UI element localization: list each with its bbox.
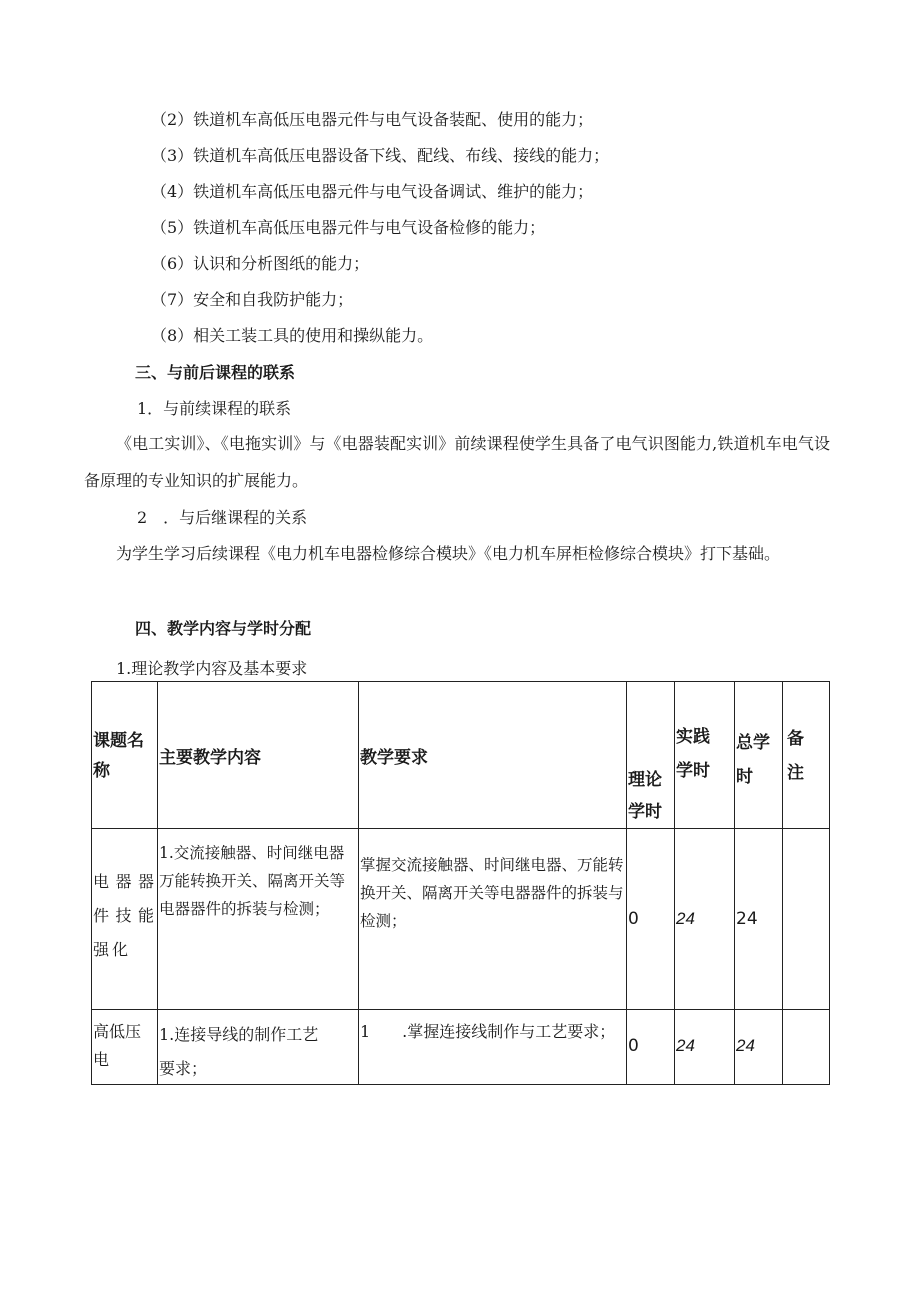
row-requirement: 1 .掌握连接线制作与工艺要求； (360, 1022, 616, 1041)
row-practice: 24 (676, 1036, 695, 1055)
table-row (92, 829, 830, 1010)
paragraph: 为学生学习后续课程《电力机车电器检修综合模块》《电力机车屏柜检修综合模块》打下基础。 (116, 544, 781, 563)
curriculum-table (91, 681, 830, 1085)
section-heading: 三、与前后课程的联系 (135, 363, 296, 382)
header-theory: 理论学时 (628, 770, 662, 822)
header-content: 主要教学内容 (159, 748, 261, 768)
header-requirement: 教学要求 (360, 748, 428, 768)
header-total: 总学时 (736, 733, 770, 787)
ability-item: （2）铁道机车高低压电器元件与电气设备装配、使用的能力； (151, 110, 594, 129)
row-theory: 0 (628, 1036, 639, 1056)
ability-item: （8）相关工装工具的使用和操纵能力。 (151, 326, 434, 345)
ability-item: （3）铁道机车高低压电器设备下线、配线、布线、接线的能力； (151, 146, 610, 165)
subsection-heading: 1.理论教学内容及基本要求 (116, 659, 308, 678)
row-topic: 电器器件技能强化 (93, 872, 157, 959)
section-heading: 四、教学内容与学时分配 (135, 619, 312, 638)
row-topic: 高低压电 (93, 1022, 142, 1069)
table-row (92, 1010, 830, 1085)
row-content: 1.连接导线的制作工艺要求； (159, 1025, 319, 1078)
header-topic: 课题名称 (93, 731, 144, 781)
ability-item: （4）铁道机车高低压电器元件与电气设备调试、维护的能力； (151, 182, 594, 201)
header-note: 备注 (787, 729, 804, 783)
ability-item: （7）安全和自我防护能力； (151, 290, 354, 309)
subsection-heading: 2 ．与后继课程的关系 (137, 508, 308, 527)
ability-item: （5）铁道机车高低压电器元件与电气设备检修的能力； (151, 218, 546, 237)
ability-item: （6）认识和分析图纸的能力； (151, 254, 370, 273)
row-content: 1.交流接触器、时间继电器万能转换开关、隔离开关等电器器件的拆装与检测； (159, 844, 346, 918)
row-total: 24 (736, 1036, 755, 1055)
row-requirement: 掌握交流接触器、时间继电器、万能转换开关、隔离开关等电器器件的拆装与检测； (360, 856, 624, 930)
table-header-row (92, 682, 830, 829)
row-practice: 24 (676, 909, 695, 928)
row-theory: 0 (628, 909, 639, 929)
subsection-heading: 1．与前续课程的联系 (137, 399, 292, 418)
header-practice: 实践学时 (676, 727, 710, 781)
paragraph: 《电工实训》、《电拖实训》与《电器装配实训》前续课程使学生具备了电气识图能力,铁道机车电气设备原理的专业知识的扩展能力。 (84, 434, 830, 490)
row-total: 24 (736, 909, 758, 929)
